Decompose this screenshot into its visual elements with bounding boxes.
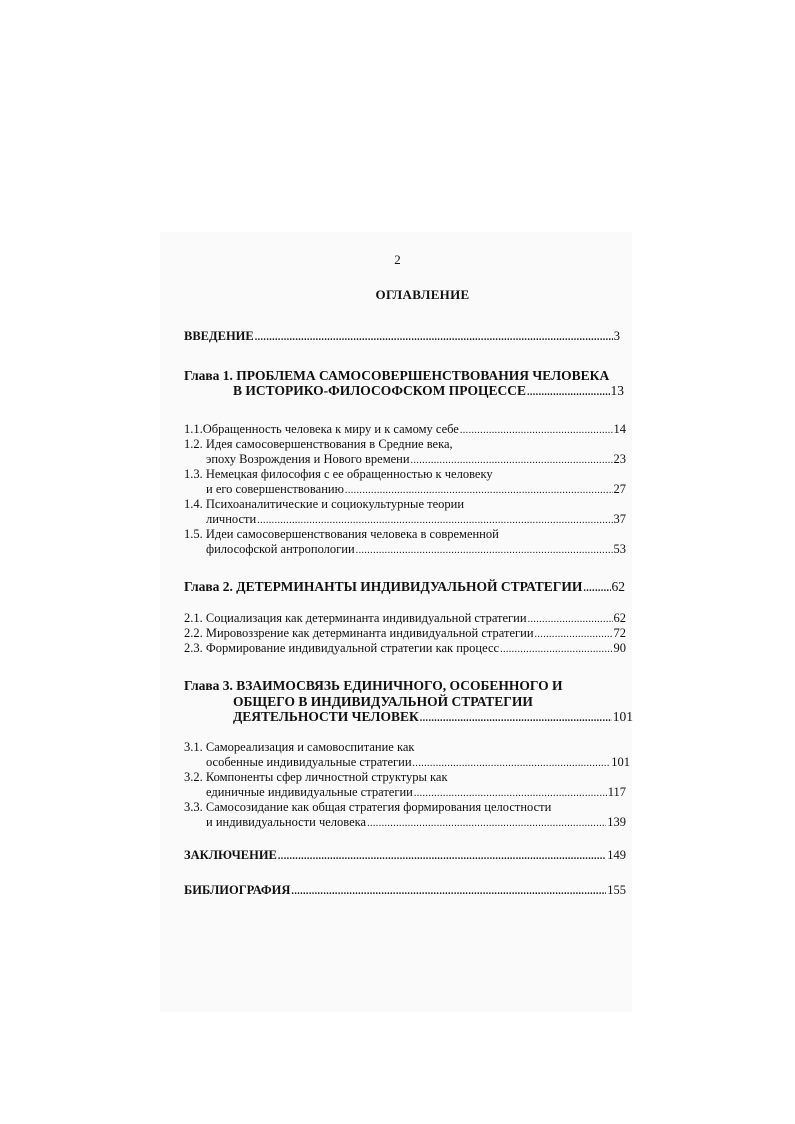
toc-entry-1-3-line1: 1.3. Немецкая философия с ее обращенностью к человеку [184,467,493,481]
toc-entry-2-2: 2.2. Мировоззрение как детерминанта индивидуальной стратегии ..... 72 [184,625,626,641]
page-ref: 14 [613,422,626,436]
dot-leader [255,330,613,346]
toc-entry-3-2-line1: 3.2. Компоненты сфер личностной структуры как [184,770,448,784]
toc-entry-1-5-line1: 1.5. Идеи самосовершенствования человека в современной [184,527,499,541]
toc-entry-3-3-line1: 3.3. Самосозидание как общая стратегия формирования целостности [184,800,552,814]
toc-entry-3-1: особенные индивидуальные стратегии ..... 101 [206,754,630,770]
toc-entry-1-4: личности ..... 37 [206,511,626,527]
toc-entry-bibliography: БИБЛИОГРАФИЯ ..... 155 [184,882,626,898]
dot-leader [367,816,606,832]
page-ref: 62 [613,611,626,625]
page-ref: 27 [613,482,626,496]
chapter1-title-line1: Глава 1. ПРОБЛЕМА САМОСОВЕРШЕНСТВОВАНИЯ ЧЕЛОВЕКА [184,368,610,383]
dot-leader [583,581,610,597]
page-number: 2 [394,252,401,267]
page-ref: 53 [613,542,626,556]
toc-entry-1-5: философской антропологии ..... 53 [206,541,626,557]
dot-leader [500,642,612,658]
toc-entry-3-3: и индивидуальности человека ..... 139 [206,814,626,830]
page-ref: 23 [613,452,626,466]
chapter3-title-line1: Глава 3. ВЗАИМОСВЯЗЬ ЕДИНИЧНОГО, ОСОБЕННОГО И [184,678,563,693]
page-ref: 13 [610,383,624,398]
toc-entry-chapter2: Глава 2. ДЕТЕРМИНАНТЫ ИНДИВИДУАЛЬНОЙ СТРАТЕГИИ ..... 62 [184,579,625,595]
toc-entry-1-2: эпоху Возрождения и Нового времени ..... 23 [206,451,626,467]
toc-entry-3-2: единичные индивидуальные стратегии ..... 117 [206,784,626,800]
dot-leader [278,849,606,865]
toc-entry-chapter3: ДЕЯТЕЛЬНОСТИ ЧЕЛОВЕК ..... 101 [233,709,633,725]
page-ref: 149 [607,848,626,862]
page-ref: 155 [607,883,626,897]
page-ref: 37 [613,512,626,526]
page-ref: 101 [612,709,633,724]
toc-entry-1-1: 1.1.Обращенность человека к миру и к самому себе ..... 14 [184,421,626,437]
page-ref: 62 [611,579,625,594]
page-ref: 72 [613,626,626,640]
dot-leader [420,711,612,727]
toc-entry-1-2-line1: 1.2. Идея самосовершенствования в Средние века, [184,437,453,451]
toc-entry-1-3: и его совершенствованию ..... 27 [206,481,626,497]
toc-entry-conclusion: ЗАКЛЮЧЕНИЕ ..... 149 [184,847,626,863]
toc-entry-2-3: 2.3. Формирование индивидуальной стратегии как процесс ..... 90 [184,640,626,656]
page-ref: 101 [611,755,630,769]
dot-leader [291,884,606,900]
toc-entry-chapter1: В ИСТОРИКО-ФИЛОСОФСКОМ ПРОЦЕССЕ ..... 13 [233,383,624,399]
chapter3-title-line2: ОБЩЕГО В ИНДИВИДУАЛЬНОЙ СТРАТЕГИИ [233,694,533,709]
toc-entry-1-4-line1: 1.4. Психоаналитические и социокультурные теории [184,497,465,511]
toc-entry-3-1-line1: 3.1. Самореализация и самовоспитание как [184,740,415,754]
page-ref: 3 [613,329,620,343]
page-ref: 139 [607,815,626,829]
toc-title: ОГЛАВЛЕНИЕ [375,287,470,302]
dot-leader [356,543,613,559]
toc-entry-intro: ВВЕДЕНИЕ ..... 3 [184,328,620,344]
page-ref: 117 [607,785,626,799]
toc-entry-2-1: 2.1. Социализация как детерминанта индивидуальной стратегии ..... 62 [184,610,626,626]
dot-leader [527,385,610,401]
page-ref: 90 [613,641,626,655]
dot-leader [460,423,613,439]
